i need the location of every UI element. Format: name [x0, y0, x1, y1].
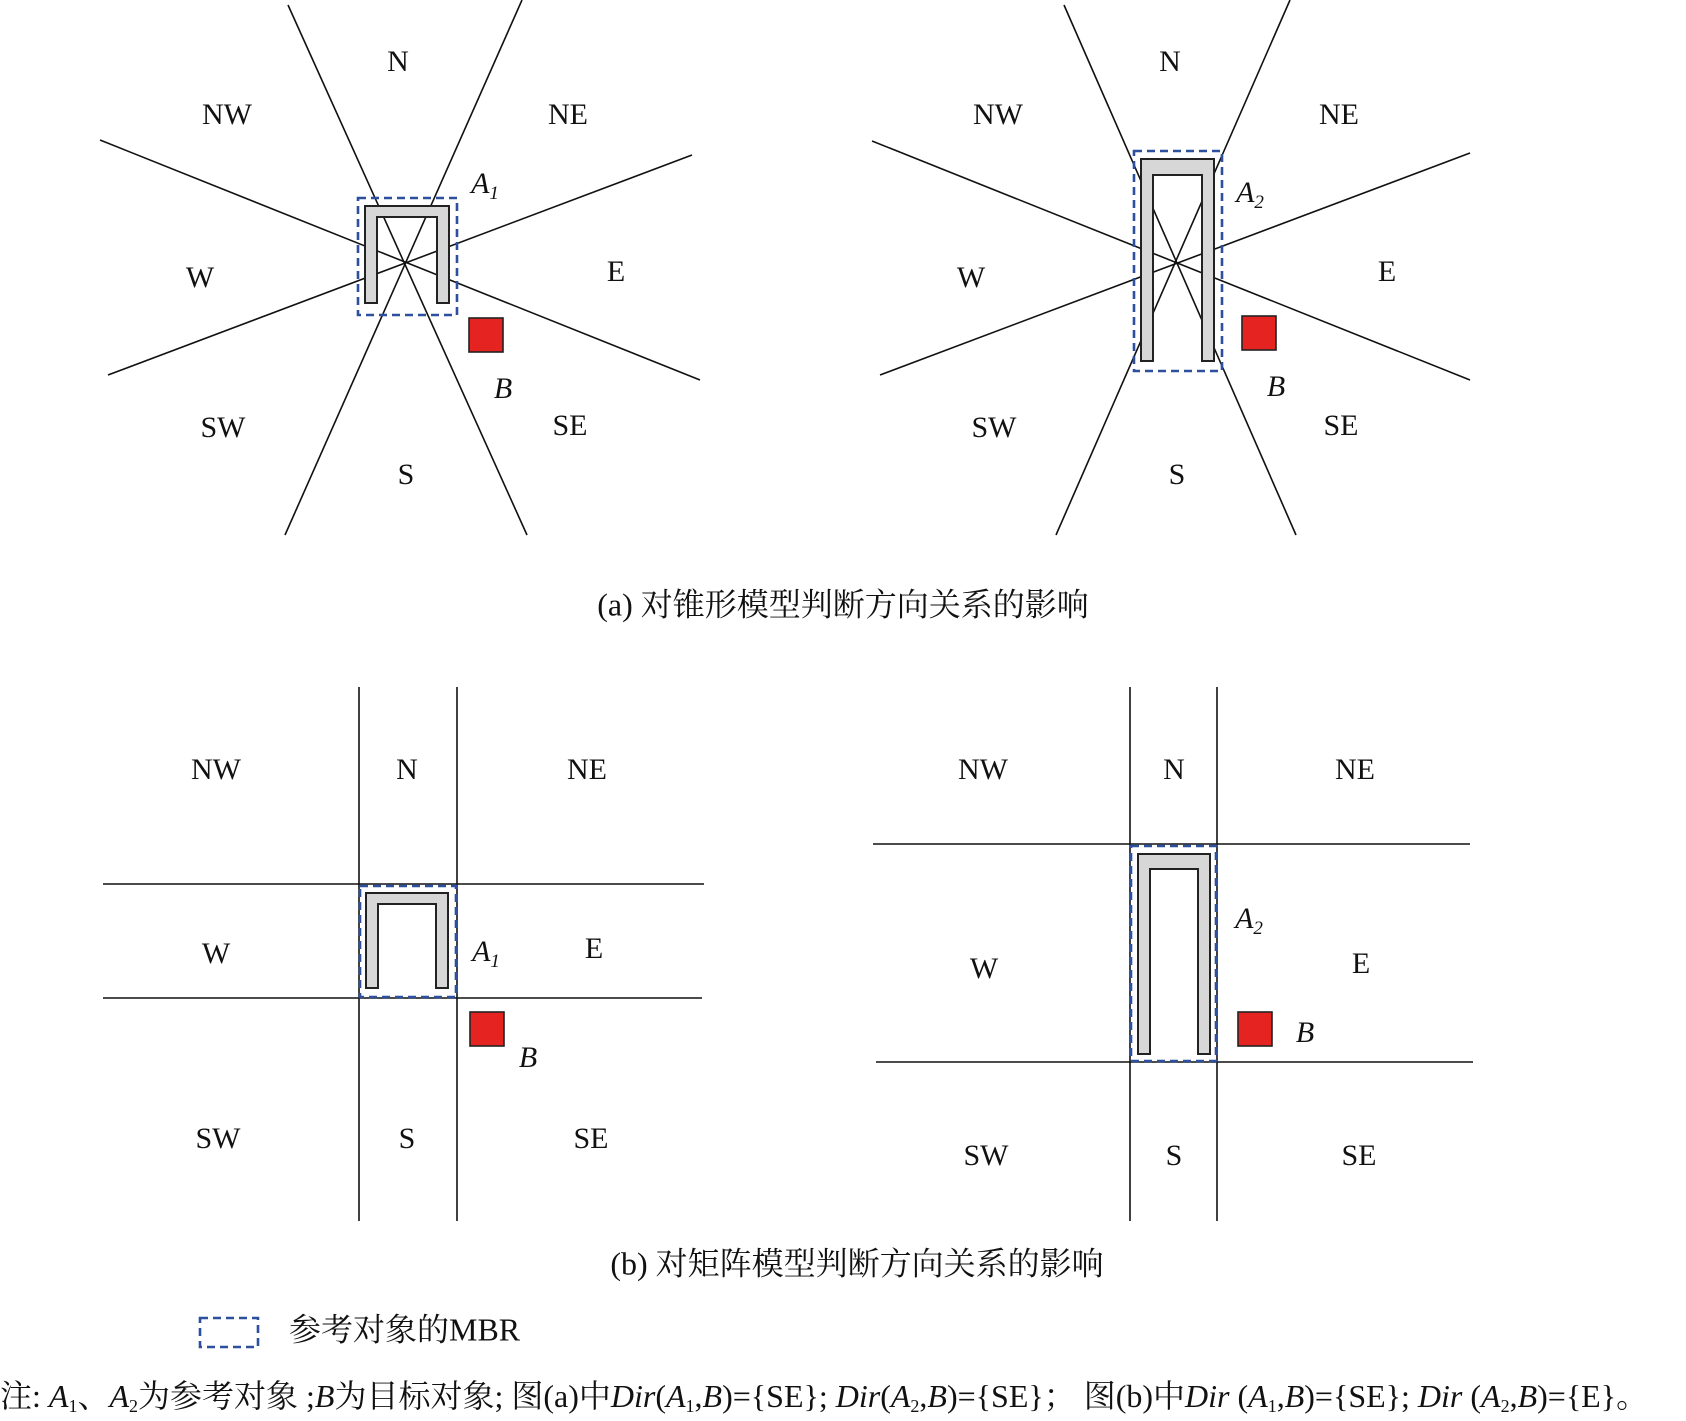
label-n: N — [396, 752, 418, 786]
label-e: E — [1351, 946, 1371, 980]
label-sw: SW — [963, 1138, 1009, 1172]
cone-line-1 — [288, 5, 527, 535]
legend — [200, 1311, 521, 1347]
label-ne: NE — [1335, 752, 1375, 786]
label-se: SE — [1341, 1138, 1377, 1172]
label-se: SE — [573, 1121, 609, 1155]
label-s: S — [1165, 1138, 1183, 1172]
label-se: SE — [1323, 408, 1359, 442]
label-nw: NW — [202, 97, 252, 131]
legend-mbr-label: 参考对象的MBR — [289, 1311, 521, 1348]
label-nw: NW — [973, 97, 1023, 131]
cone-line-1 — [1064, 5, 1296, 535]
label-a2: $A_2$ — [1236, 175, 1264, 214]
label-sw: SW — [971, 410, 1017, 444]
matrix-diagram-a2 — [873, 687, 1473, 1221]
label-s: S — [398, 1121, 416, 1155]
label-a2: $A_2$ — [1235, 901, 1263, 940]
label-b: B — [1266, 369, 1286, 403]
label-w: W — [185, 260, 215, 294]
label-w: W — [969, 951, 999, 985]
label-e: E — [606, 254, 626, 288]
cone-diagram-a1 — [100, 0, 700, 535]
target-object-b — [469, 318, 503, 352]
label-sw: SW — [200, 410, 246, 444]
cone-line-2 — [1056, 0, 1290, 535]
label-w: W — [956, 260, 986, 294]
target-object-b — [470, 1012, 504, 1046]
caption-b: (b) 对矩阵模型判断方向关系的影响 — [610, 1245, 1104, 1282]
label-sw: SW — [195, 1121, 241, 1155]
reference-object-a2 — [1138, 854, 1210, 1054]
label-se: SE — [552, 408, 588, 442]
label-w: W — [201, 936, 231, 970]
cone-diagram-a2 — [872, 0, 1470, 535]
reference-object-a1 — [365, 206, 449, 303]
label-nw: NW — [191, 752, 241, 786]
label-s: S — [397, 457, 415, 491]
target-object-b — [1242, 316, 1276, 350]
label-n: N — [387, 44, 409, 78]
label-n: N — [1163, 752, 1185, 786]
label-b: B — [518, 1040, 538, 1074]
label-a1: $A_1$ — [471, 166, 499, 205]
label-b: B — [1295, 1015, 1315, 1049]
label-e: E — [584, 931, 604, 965]
label-ne: NE — [548, 97, 588, 131]
label-ne: NE — [1319, 97, 1359, 131]
label-e: E — [1377, 254, 1397, 288]
legend-mbr-swatch — [200, 1318, 258, 1347]
reference-object-a2 — [1141, 159, 1214, 361]
label-b: B — [493, 371, 513, 405]
note-text: 注: $A_1$、$A_2$为参考对象 ;B为目标对象; 图(a)中$Dir(A_1,B)=\{SE\}$; $Dir(A_2,B)=\{SE\}$； 图(b)中Dir $(A_1,B)=\{SE\}$; Dir $(A_2,B)=\{E\}$。 — [0, 1378, 1649, 1417]
label-n: N — [1159, 44, 1181, 78]
label-s: S — [1168, 457, 1186, 491]
matrix-diagram-a1 — [103, 687, 704, 1221]
cone-line-2 — [285, 0, 522, 535]
label-nw: NW — [958, 752, 1008, 786]
target-object-b — [1238, 1012, 1272, 1046]
reference-object-a1 — [366, 893, 448, 988]
label-ne: NE — [567, 752, 607, 786]
label-a1: $A_1$ — [472, 934, 500, 973]
caption-a: (a) 对锥形模型判断方向关系的影响 — [597, 586, 1089, 623]
